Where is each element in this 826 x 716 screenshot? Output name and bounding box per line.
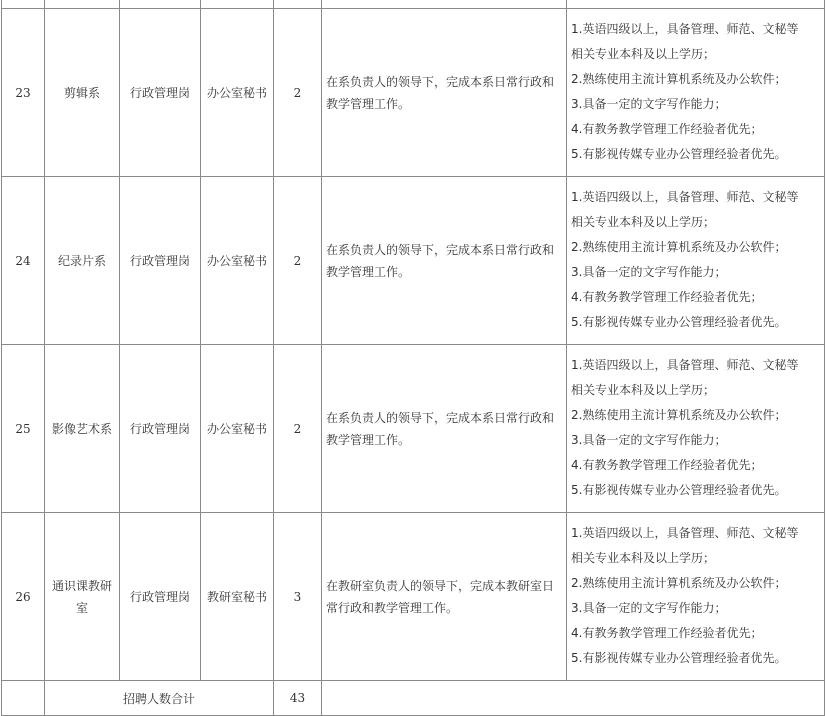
position-name-cell: 教研室秘书 bbox=[201, 513, 274, 681]
requirement-line: 1.英语四级以上，具备管理、师范、文秘等 bbox=[571, 358, 799, 372]
requirement-line: 相关专业本科及以上学历； bbox=[571, 47, 716, 61]
table-row bbox=[2, 177, 825, 345]
department-cell bbox=[45, 9, 120, 177]
department-cell bbox=[45, 345, 120, 513]
department-name: 纪录片系 bbox=[57, 253, 106, 268]
requirements-cell bbox=[567, 177, 825, 345]
department-name: 影像艺术系 bbox=[51, 421, 112, 436]
department-cell bbox=[45, 177, 120, 345]
requirement-line: 4.有教务教学管理工作经验者优先； bbox=[571, 626, 763, 640]
requirement-line: 3.具备一定的文字写作能力； bbox=[571, 97, 727, 111]
requirement-line: 3.具备一定的文字写作能力； bbox=[571, 265, 727, 279]
post-type-cell: 行政管理岗 bbox=[120, 345, 201, 513]
table-body bbox=[2, 0, 825, 716]
total-row bbox=[2, 681, 825, 716]
total-label: 招聘人数合计 bbox=[45, 681, 274, 716]
requirement-line: 1.英语四级以上，具备管理、师范、文秘等 bbox=[571, 526, 799, 540]
table-row bbox=[2, 9, 825, 177]
duty-cell: 在教研室负责人的领导下，完成本教研室日常行政和教学管理工作。 bbox=[322, 513, 567, 681]
duty-cell: 在系负责人的领导下，完成本系日常行政和教学管理工作。 bbox=[322, 177, 567, 345]
row-number: 25 bbox=[2, 345, 45, 513]
requirement-line: 4.有教务教学管理工作经验者优先； bbox=[571, 122, 763, 136]
position-name-cell: 办公室秘书 bbox=[201, 177, 274, 345]
department-name: 通识课教研室 bbox=[51, 578, 112, 615]
row-number: 23 bbox=[2, 9, 45, 177]
requirement-line: 1.英语四级以上，具备管理、师范、文秘等 bbox=[571, 190, 799, 204]
requirement-line: 相关专业本科及以上学历； bbox=[571, 215, 716, 229]
requirement-line: 相关专业本科及以上学历； bbox=[571, 551, 716, 565]
position-name-cell: 办公室秘书 bbox=[201, 345, 274, 513]
requirement-line: 4.有教务教学管理工作经验者优先； bbox=[571, 290, 763, 304]
table-row bbox=[2, 513, 825, 681]
requirement-line: 5.有影视传媒专业办公管理经验者优先。 bbox=[571, 651, 787, 665]
requirement-line: 1.英语四级以上，具备管理、师范、文秘等 bbox=[571, 22, 799, 36]
requirements-cell bbox=[567, 513, 825, 681]
department-name: 剪辑系 bbox=[63, 85, 100, 100]
post-type-cell: 行政管理岗 bbox=[120, 513, 201, 681]
position-name-cell: 办公室秘书 bbox=[201, 9, 274, 177]
post-type-cell: 行政管理岗 bbox=[120, 177, 201, 345]
requirements-cell bbox=[567, 345, 825, 513]
recruitment-table bbox=[1, 0, 825, 716]
requirement-line: 5.有影视传媒专业办公管理经验者优先。 bbox=[571, 147, 787, 161]
duty-cell: 在系负责人的领导下，完成本系日常行政和教学管理工作。 bbox=[322, 9, 567, 177]
row-number: 24 bbox=[2, 177, 45, 345]
requirement-line: 5.有影视传媒专业办公管理经验者优先。 bbox=[571, 315, 787, 329]
post-type-cell: 行政管理岗 bbox=[120, 9, 201, 177]
requirement-line: 5.有影视传媒专业办公管理经验者优先。 bbox=[571, 483, 787, 497]
department-cell bbox=[45, 513, 120, 681]
headcount-cell: 2 bbox=[274, 9, 322, 177]
total-count: 43 bbox=[274, 681, 322, 716]
row-number: 26 bbox=[2, 513, 45, 681]
duty-cell: 在系负责人的领导下，完成本系日常行政和教学管理工作。 bbox=[322, 345, 567, 513]
headcount-cell: 2 bbox=[274, 345, 322, 513]
requirement-line: 2.熟练使用主流计算机系统及办公软件； bbox=[571, 576, 787, 590]
requirement-line: 相关专业本科及以上学历； bbox=[571, 383, 716, 397]
requirements-cell bbox=[567, 9, 825, 177]
requirement-line: 2.熟练使用主流计算机系统及办公软件； bbox=[571, 240, 787, 254]
requirement-line: 2.熟练使用主流计算机系统及办公软件； bbox=[571, 72, 787, 86]
requirement-line: 3.具备一定的文字写作能力； bbox=[571, 433, 727, 447]
table-row bbox=[2, 345, 825, 513]
requirement-line: 4.有教务教学管理工作经验者优先； bbox=[571, 458, 763, 472]
headcount-cell: 2 bbox=[274, 177, 322, 345]
requirement-line: 2.熟练使用主流计算机系统及办公软件； bbox=[571, 408, 787, 422]
requirement-line: 3.具备一定的文字写作能力； bbox=[571, 601, 727, 615]
headcount-cell: 3 bbox=[274, 513, 322, 681]
table-row-top-fragment bbox=[2, 0, 825, 9]
